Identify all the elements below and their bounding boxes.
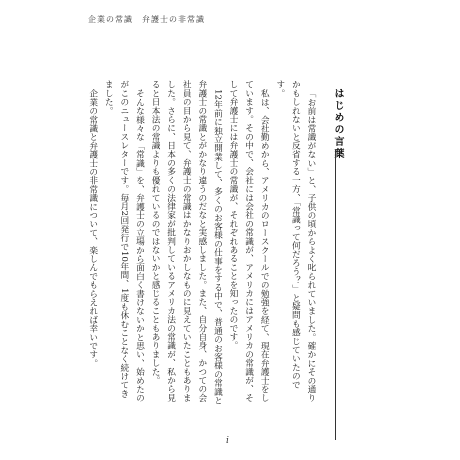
page-number: i [226, 436, 229, 446]
body-text [87, 80, 318, 406]
running-head: 企業の常識 弁護士の非常識 [88, 15, 205, 24]
paragraph: 「お前は常識がない」と、子供の頃からよく叱られていました。確かにその通りかもしれないと反省する一方、「常識って何だろう？」と疑問も感じていたのです。 [274, 80, 316, 402]
heading-rule [335, 150, 336, 440]
section-heading: はじめの言葉 [332, 88, 343, 160]
paragraph: そんな様々な「常識」を、弁護士の立場から面白く書けないかと思い、始めたのがこのニュースレターです。毎月2回発行で10年間、1度も休むことなく続けてきました。 [103, 80, 145, 402]
paragraph: 私は、会社勤めから、アメリカのロースクールでの勉強を経て、現在弁護士をしています。その中で、会社には会社の常識が、アメリカにはアメリカの常識が、そして弁護士には弁護士の常識が、それぞれあることを知ったのです。 [228, 80, 270, 402]
paragraph: 12年前に独立開業して、多くのお客様の仕事をする中で、普通のお客様の常識と弁護士の常識とがかなり違うのだなと実感しました。また、自分自身、かつての会社員の目から見て、弁護士の常識はかなりおかしなものに見えていたこともありました。さらに、日本の多くの法律家が批判しているアメリカ法の常識が、私から見ると日本法の常識よりも優れているのではないかと感じることもありました。 [150, 80, 223, 405]
paragraph: 企業の常識と弁護士の非常識について、楽しんでもらえれば幸いです。 [87, 88, 98, 368]
